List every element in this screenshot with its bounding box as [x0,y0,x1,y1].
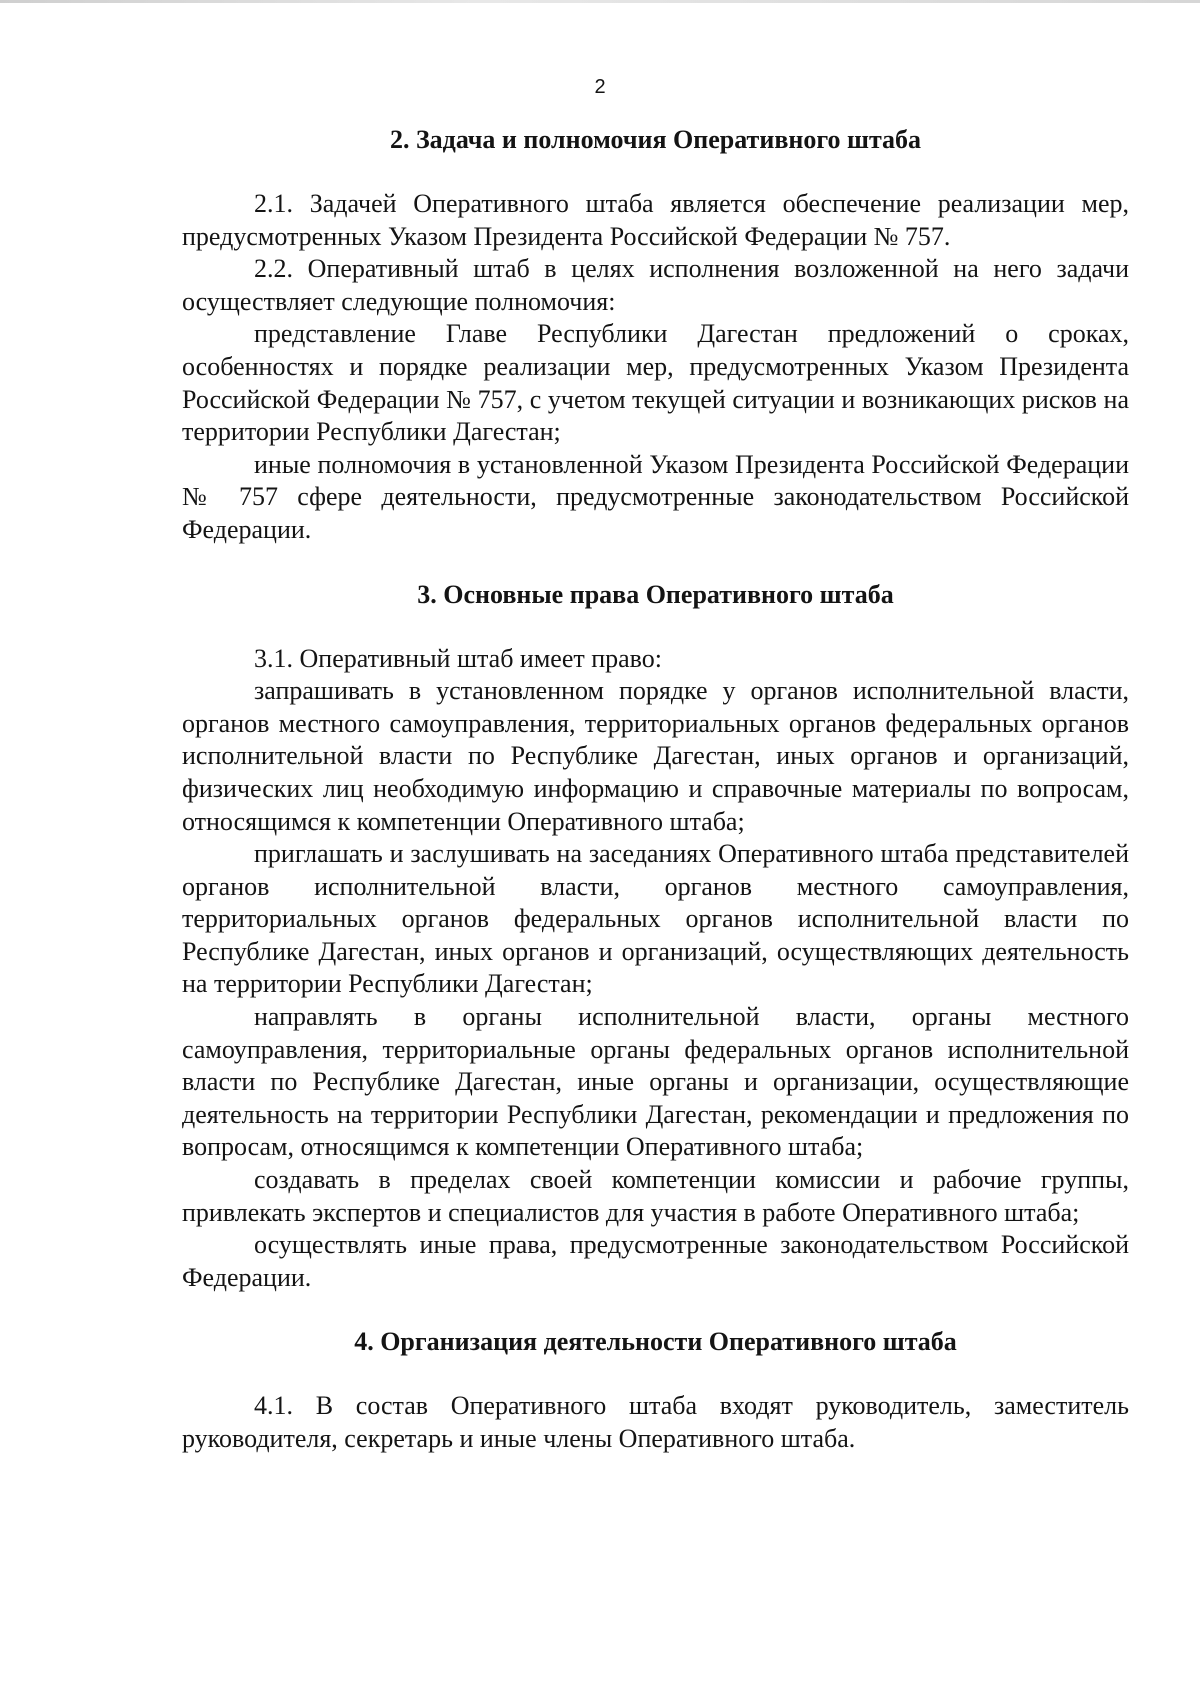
section-heading-4: 4. Организация деятельности Оперативного штаба [354,1327,957,1357]
paragraph-2-2-item-2: иные полномочия в установленной Указом Президента Российской Федерации № 757 сфере деятельности, предусмотренные законодательством Российской Федерации. [182,449,1129,544]
paragraph-3-1-item-1: запрашивать в установленном порядке у органов исполнительной власти, органов местного самоуправления, территориальных органов федеральных органов исполнительной власти по Республике Дагестан, иных органов и организаций, физических лиц необходимую информацию и справочные материалы по вопросам, относящимся к компетенции Оперативного штаба; [182,676,1129,836]
paragraph-3-1-item-3: направлять в органы исполнительной власти, органы местного самоуправления, территориальные органы федеральных органов исполнительной власти по Республике Дагестан, иные органы и организации, осуществляющие деятельность на территории Республики Дагестан, рекомендации и предложения по вопросам, относящимся к компетенции Оперативного штаба; [182,1002,1129,1162]
paragraph-2-2-item-1: представление Главе Республики Дагестан предложений о сроках, особенностях и порядке реализации мер, предусмотренных Указом Президента Российской Федерации № 757, с учетом текущей ситуации и возникающих рисков на территории Республики Дагестан; [182,319,1129,447]
paragraph-3-1-item-4: создавать в пределах своей компетенции комиссии и рабочие группы, привлекать экспертов и специалистов для участия в работе Оперативного штаба; [182,1165,1129,1227]
paragraph-3-1: 3.1. Оперативный штаб имеет право: [254,643,663,673]
scan-edge [0,0,1200,3]
paragraph-3-1-item-2: приглашать и заслушивать на заседаниях Оперативного штаба представителей органов исполнительной власти, органов местного самоуправления, территориальных органов федеральных органов исполнительной власти по Республике Дагестан, иных органов и организаций, осуществляющих деятельность на территории Республики Дагестан; [182,839,1129,999]
paragraph-2-2: 2.2. Оперативный штаб в целях исполнения возложенной на него задачи осуществляет следующие полномочия: [182,254,1129,316]
paragraph-4-1: 4.1. В состав Оперативного штаба входят руководитель, заместитель руководителя, секретарь и иные члены Оперативного штаба. [182,1391,1129,1453]
section-heading-2: 2. Задача и полномочия Оперативного штаба [389,125,922,154]
document-body [182,124,1129,1456]
paragraph-3-1-item-5: осуществлять иные права, предусмотренные законодательством Российской Федерации. [182,1230,1129,1292]
paragraph-2-1: 2.1. Задачей Оперативного штаба является обеспечение реализации мер, предусмотренных Указом Президента Российской Федерации № 757. [182,189,1129,251]
section-heading-3: 3. Основные права Оперативного штаба [417,579,894,609]
page-number: 2 [594,76,606,98]
